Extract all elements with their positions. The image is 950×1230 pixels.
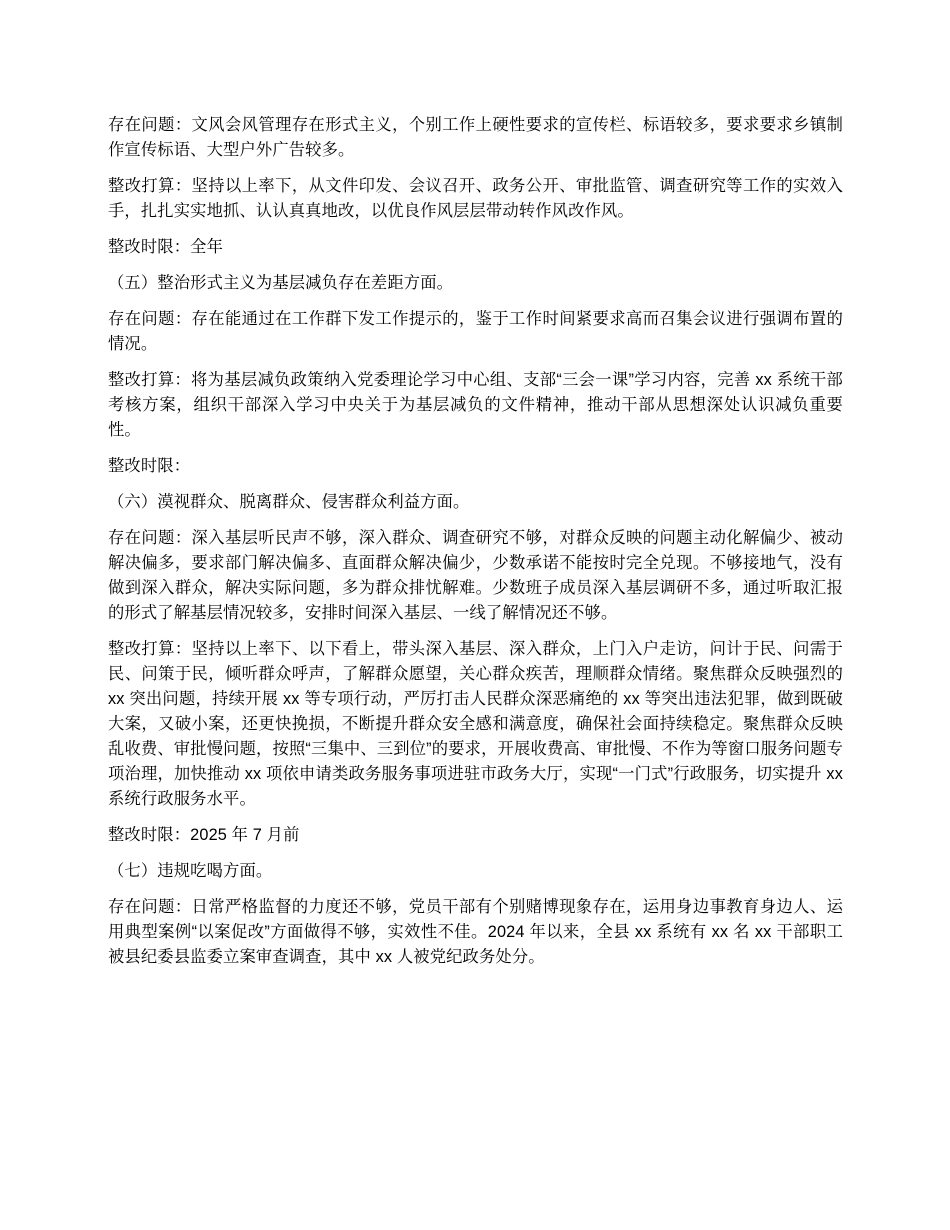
paragraph-plan-5: 整改打算：将为基层减负政策纳入党委理论学习中心组、支部“三会一课”学习内容，完善 xx 系统干部考核方案，组织干部深入学习中央关于为基层减负的文件精神，推动干部从思想深处认识减负重要性。	[108, 371, 843, 439]
section-heading-six: （六）漠视群众、脱离群众、侵害群众利益方面。	[108, 493, 470, 511]
paragraph-problem-4: 存在问题：文风会风管理存在形式主义，个别工作上硬性要求的宣传栏、标语较多，要求要求乡镇制作宣传标语、大型户外广告较多。	[108, 116, 843, 159]
paragraph-problem-5: 存在问题：存在能通过在工作群下发工作提示的，鉴于工作时间紧要求高而召集会议进行强调布置的情况。	[108, 310, 843, 353]
paragraph-deadline-4: 整改时限：全年	[108, 238, 224, 256]
paragraph-problem-7: 存在问题：日常严格监督的力度还不够，党员干部有个别赌博现象存在，运用身边事教育身边人、运用典型案例“以案促改”方面做得不够，实效性不佳。2024 年以来，全县 xx 系统有 xx 名 xx 干部职工被县纪委县监委立案审查调查，其中 xx 人被党纪政务处分。	[108, 898, 843, 966]
document-text-body	[108, 113, 843, 970]
paragraph-plan-6: 整改打算：坚持以上率下、以下看上，带头深入基层、深入群众，上门入户走访，问计于民、问需于民、问策于民，倾听群众呼声，了解群众愿望，关心群众疾苦，理顺群众情绪。聚焦群众反映强烈的 xx 突出问题，持续开展 xx 等专项行动，严厉打击人民群众深恶痛绝的 xx 等突出违法犯罪，做到既破大案，又破小案，还更快挽损，不断提升群众安全感和满意度，确保社会面持续稳定。聚焦群众反映乱收费、审批慢问题，按照“三集中、三到位”的要求，开展收费高、审批慢、不作为等窗口服务问题专项治理，加快推动 xx 项依申请类政务服务事项进驻市政务大厅，实现“一门式”行政服务，切实提升 xx 系统行政服务水平。	[108, 640, 843, 808]
paragraph-deadline-6: 整改时限：2025 年 7 月前	[108, 826, 300, 844]
section-heading-seven: （七）违规吃喝方面。	[108, 862, 273, 880]
paragraph-deadline-5: 整改时限：	[108, 457, 191, 475]
paragraph-problem-6: 存在问题：深入基层听民声不够，深入群众、调查研究不够，对群众反映的问题主动化解偏少、被动解决偏多，要求部门解决偏多、直面群众解决偏少，少数承诺不能按时完全兑现。不够接地气，没有做到深入群众，解决实际问题，多为群众排忧解难。少数班子成员深入基层调研不多，通过听取汇报的形式了解基层情况较多，安排时间深入基层、一线了解情况还不够。	[108, 529, 843, 622]
section-heading-five: （五）整治形式主义为基层减负存在差距方面。	[108, 274, 454, 292]
paragraph-plan-4: 整改打算：坚持以上率下，从文件印发、会议召开、政务公开、审批监管、调查研究等工作的实效入手，扎扎实实地抓、认认真真地改，以优良作风层层带动转作风改作风。	[108, 177, 843, 220]
